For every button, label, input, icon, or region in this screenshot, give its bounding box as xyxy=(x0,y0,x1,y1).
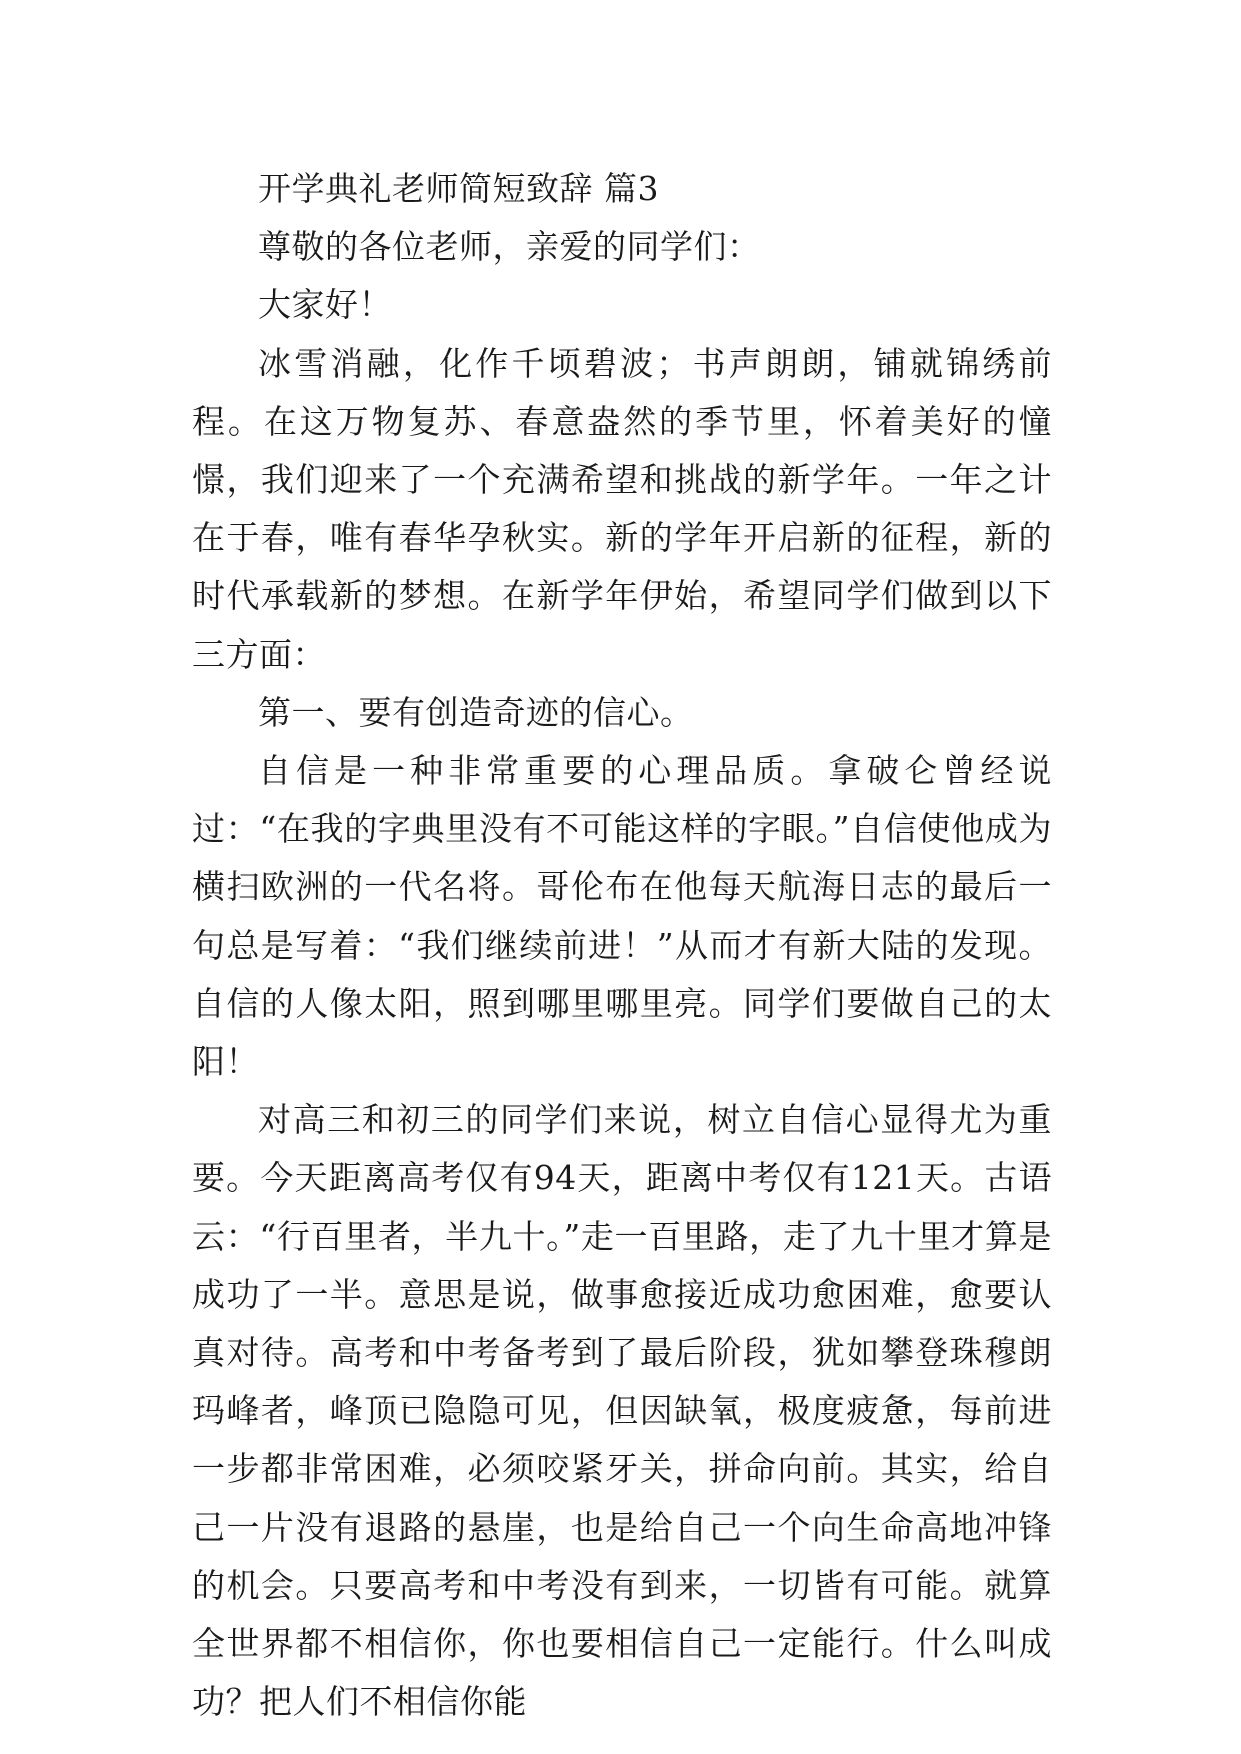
document-title: 开学典礼老师简短致辞 篇3 xyxy=(258,169,659,208)
paragraph-intro: 冰雪消融，化作千顷碧波；书声朗朗，铺就锦绣前程。在这万物复苏、春意盎然的季节里，怀着美好的憧憬，我们迎来了一个充满希望和挑战的新学年。一年之计在于春，唯有春华孕秋实。新的学年开启新的征程，新的时代承载新的梦想。在新学年伊始，希望同学们做到以下三方面： xyxy=(192,343,1052,674)
salutation: 尊敬的各位老师，亲爱的同学们： xyxy=(258,227,761,267)
document-body xyxy=(192,160,1052,1731)
paragraph-confidence: 自信是一种非常重要的心理品质。拿破仑曾经说过：“在我的字典里没有不可能这样的字眼。”自信使他成为横扫欧洲的一代名将。哥伦布在他每天航海日志的最后一句总是写着：“我们继续前进！”从而才有新大陆的发现。自信的人像太阳，照到哪里哪里亮。同学们要做自己的太阳！ xyxy=(192,751,1052,1082)
greeting: 大家好！ xyxy=(258,285,392,325)
paragraph-exams: 对高三和初三的同学们来说，树立自信心显得尤为重要。今天距离高考仅有94天，距离中考仅有121天。古语云：“行百里者，半九十。”走一百里路，走了九十里才算是成功了一半。意思是说，做事愈接近成功愈困难，愈要认真对待。高考和中考备考到了最后阶段，犹如攀登珠穆朗玛峰者，峰顶已隐隐可见，但因缺氧，极度疲惫，每前进一步都非常困难，必须咬紧牙关，拼命向前。其实，给自己一片没有退路的悬崖，也是给自己一个向生命高地冲锋的机会。只要高考和中考没有到来，一切皆有可能。就算全世界都不相信你，你也要相信自己一定能行。什么叫成功？把人们不相信你能 xyxy=(192,1100,1052,1722)
paragraph-point-one: 第一、要有创造奇迹的信心。 xyxy=(258,692,694,732)
